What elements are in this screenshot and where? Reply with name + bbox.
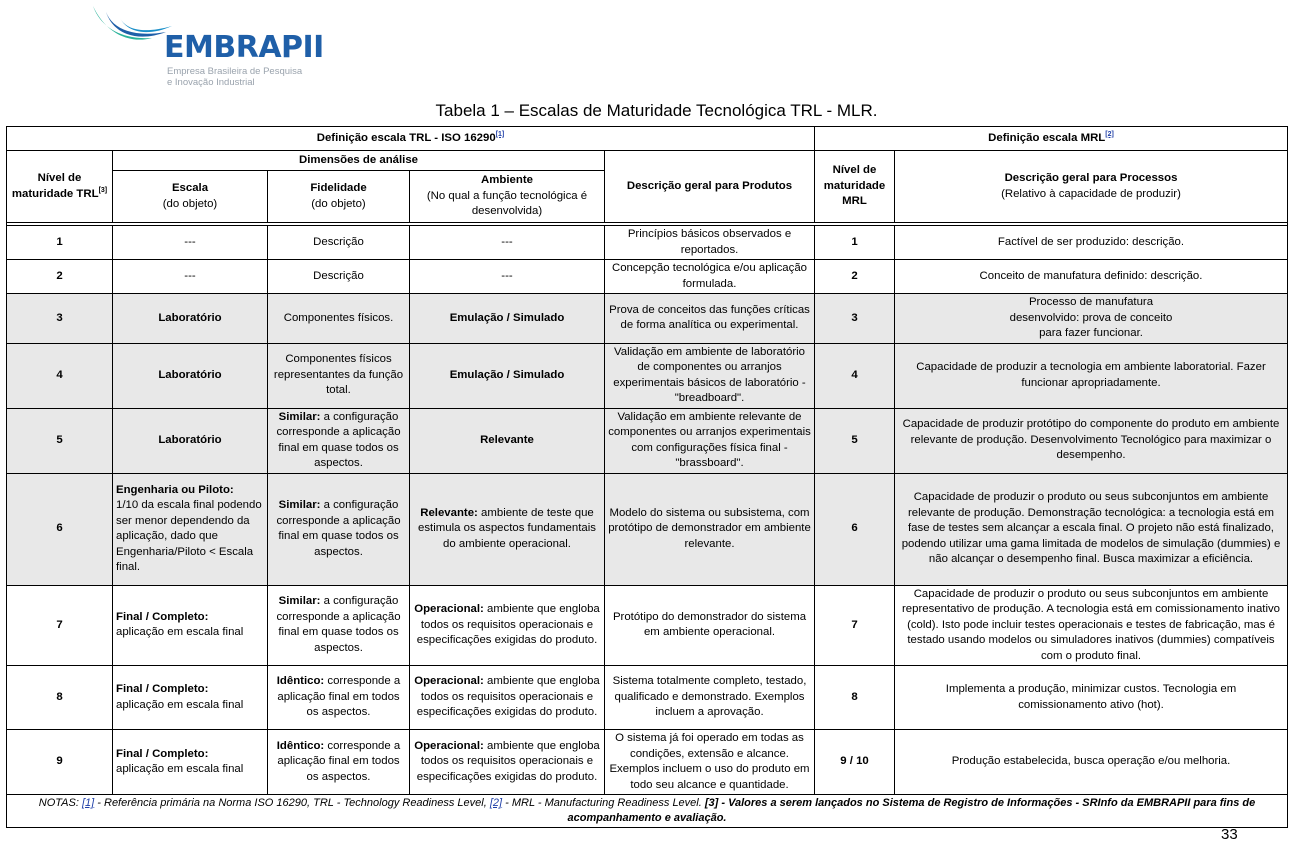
logo-wordmark: EMBRAPII [164, 30, 324, 65]
note-ref-link-2[interactable]: [2] [489, 797, 503, 809]
table-caption: Tabela 1 – Escalas de Maturidade Tecnológica TRL - MLR. [435, 101, 878, 120]
table-row: 4 Laboratório Componentes físicos representantes da função total. Emulação / Simulado Validação em ambiente de laboratório de componentes ou arranjos experimentais básicos de laboratório - "breadboard". 4 Capacidade de produzir a tecnologia em ambiente laboratorial. Fazer funcionar apropriadamente. [7, 343, 1288, 408]
col-header-nivel-trl: Nível de maturidade TRL[3] [7, 151, 113, 223]
embrapii-logo [90, 4, 324, 90]
maturity-table [6, 126, 1288, 828]
table-row: 5 Laboratório Similar: a configuração corresponde a aplicação final em quase todos os aspectos. Relevante Validação em ambiente relevante de componentes ou arranjos experimentais com configurações física final - "brassboard". 5 Capacidade de produzir protótipo do componente do produto em ambiente relevante de produção. Desenvolvimento Tecnológico para maximizar o desempenho. [7, 408, 1288, 473]
ref-link-1[interactable]: [1] [495, 130, 505, 138]
trl-definition-header: Definição escala TRL - ISO 16290[1] [7, 127, 815, 151]
table-row: 8 Final / Completo: aplicação em escala final Idêntico: corresponde a aplicação final em todos os aspectos. Operacional: ambiente que engloba todos os requisitos operacionais e especificações exigidas do produto. Sistema totalmente completo, testado, qualificado e demonstrado. Exemplos incluem a aprovação. 8 Implementa a produção, minimizar custos. Tecnologia em comissionamento ativo (hot). [7, 666, 1288, 730]
table-row: 7 Final / Completo: aplicação em escala final Similar: a configuração corresponde a aplicação final em quase todos os aspectos. Operacional: ambiente que engloba todos os requisitos operacionais e especificações exigidas do produto. Protótipo do demonstrador do sistema em ambiente operacional. 7 Capacidade de produzir o produto ou seus subconjuntos em ambiente representativo de produção. A tecnologia está em comissionamento inativo (cold). Isto pode incluir testes operacionais e testes de fabricação, mas é testado usando modelos ou simuladores inativos (dummies) compatíveis com o produto final. [7, 585, 1288, 666]
table-row: 1 --- Descrição --- Princípios básicos observados e reportados. 1 Factível de ser produzido: descrição. [7, 226, 1288, 260]
note-ref-link-1[interactable]: [1] [81, 797, 95, 809]
mrl-definition-header: Definição escala MRL[2] [815, 127, 1288, 151]
col-header-desc-processos: Descrição geral para Processos (Relativo à capacidade de produzir) [895, 151, 1288, 223]
page-number: 33 [1221, 826, 1238, 843]
col-header-escala: Escala (do objeto) [113, 171, 268, 223]
table-row: 6 Engenharia ou Piloto: 1/10 da escala final podendo ser menor dependendo da aplicação, dado que Engenharia/Piloto < Escala final. Similar: a configuração corresponde a aplicação final em quase todos os aspectos. Relevante: ambiente de teste que estimula os aspectos fundamentais do ambiente operacional. Modelo do sistema ou subsistema, com protótipo de demonstrador em ambiente relevante. 6 Capacidade de produzir o produto ou seus subconjuntos em ambiente relevante de produção. Demonstração tecnológica: a tecnologia está em fase de testes sem alcançar a escala final. O projeto não está finalizado, podendo utilizar uma gama limitada de modelos de simulação (dummies) e não alcançar o desempenho final. Busca maximizar a eficiência. [7, 473, 1288, 585]
table-row: 3 Laboratório Componentes físicos. Emulação / Simulado Prova de conceitos das funções críticas de forma analítica ou experimental. 3 Processo de manufatura desenvolvido: prova de conceito para fazer funcionar. [7, 294, 1288, 344]
col-header-ambiente: Ambiente (No qual a função tecnológica é desenvolvida) [410, 171, 605, 223]
logo-subtitle: Empresa Brasileira de Pesquisa e Inovação Industrial [167, 66, 303, 88]
col-header-desc-produtos: Descrição geral para Produtos [605, 151, 815, 223]
ref-link-2[interactable]: [2] [1105, 130, 1114, 138]
col-header-dimensoes: Dimensões de análise [113, 151, 605, 171]
table-notes: NOTAS: [1] - Referência primária na Norma ISO 16290, TRL - Technology Readiness Level, [2] - MRL - Manufacturing Readiness Level. [3] - Valores a serem lançados no Sistema de Registro de Informações - SRInfo da EMBRAPII para fins de acompanhamento e avaliação. [7, 795, 1288, 828]
table-row: 2 --- Descrição --- Concepção tecnológica e/ou aplicação formulada. 2 Conceito de manufatura definido: descrição. [7, 260, 1288, 294]
col-header-fidelidade: Fidelidade (do objeto) [268, 171, 410, 223]
table-row: 9 Final / Completo: aplicação em escala final Idêntico: corresponde a aplicação final em todos os aspectos. Operacional: ambiente que engloba todos os requisitos operacionais e especificações exigidas do produto. O sistema já foi operado em todas as condições, extensão e alcance. Exemplos incluem o uso do produto em todo seu alcance e quantidade. 9 / 10 Produção estabelecida, busca operação e/ou melhoria. [7, 730, 1288, 795]
col-header-nivel-mrl: Nível de maturidade MRL [815, 151, 895, 223]
